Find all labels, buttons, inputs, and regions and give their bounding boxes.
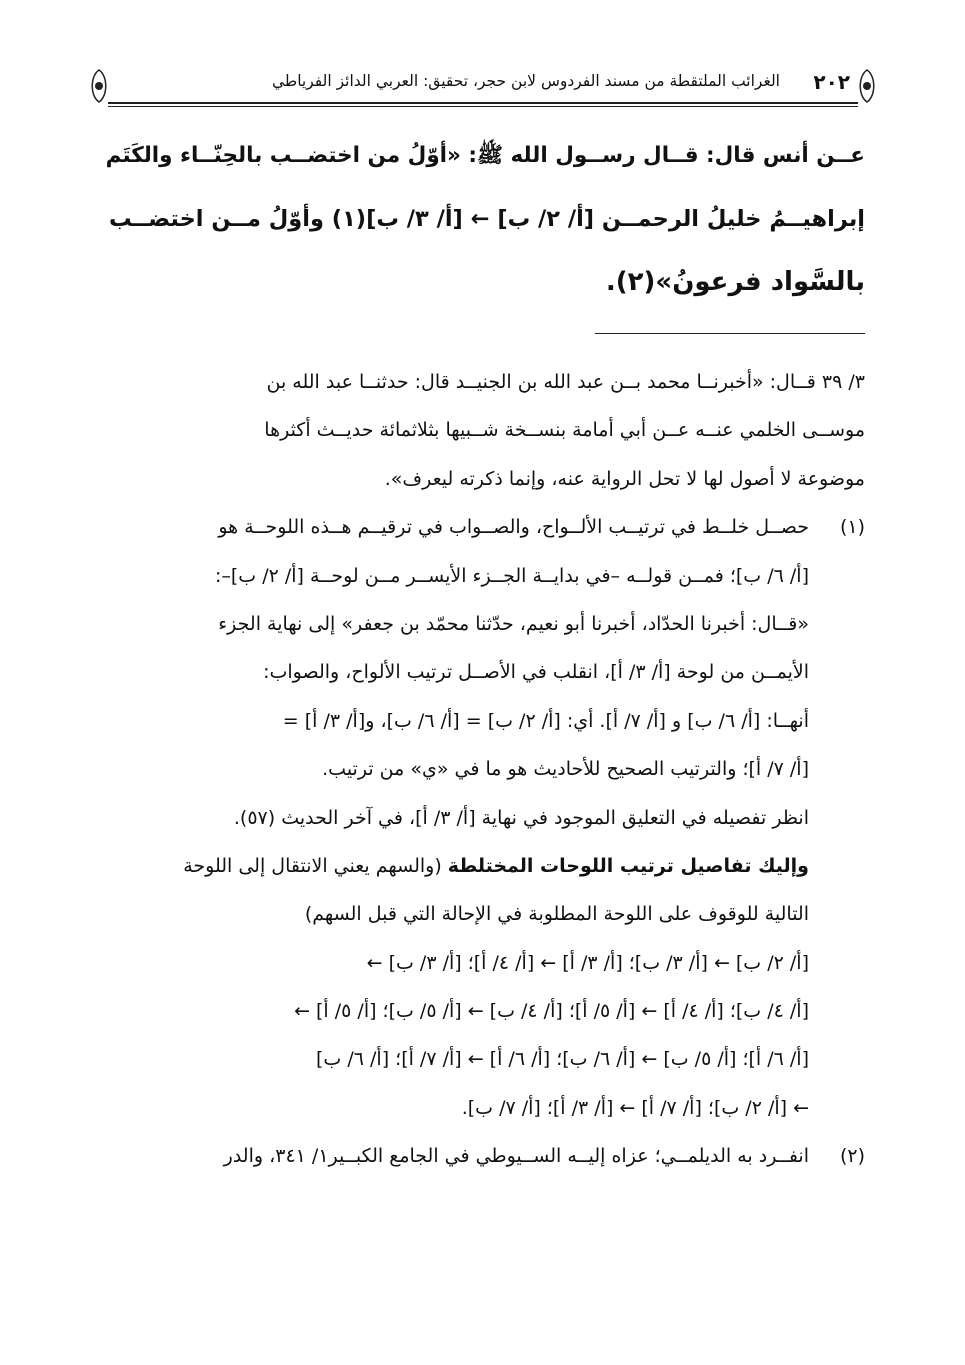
footnote-1-line: «قــال: أخبرنا الحدّاد، أخبرنا أبو نعيم، حدّثنا محمّد بن جعفر» إلى نهاية الجزء [218, 612, 809, 635]
footnote-1-line: الأيمــن من لوحة [أ/ ٣/ أ]، انقلب في الأصــل ترتيب الألواح، والصواب: [263, 661, 809, 684]
footnotes [95, 360, 865, 1183]
footnote-1-line [95, 505, 865, 553]
note-line: موضوعة لا أصول لها لا تحل الرواية عنه، وإنما ذكرته ليعرف». [384, 467, 865, 490]
footnote-1-marker: (١) [839, 516, 865, 539]
ornament-right-icon [854, 68, 880, 104]
footnote-1-line: انظر تفصيله في التعليق الموجود في نهاية [أ/ ٣/ أ]، في آخر الحديث (٥٧). [233, 806, 809, 829]
footnote-1-text: حصــل خلــط في ترتيــب الألــواح، والصــواب في ترقيــم هــذه اللوحــة هو [218, 516, 809, 539]
page-number: ٢٠٢ [813, 70, 850, 94]
running-title: الغرائب الملتقطة من مسند الفردوس لابن حجر، تحقيق: العربي الدائز الفرياطي [271, 72, 780, 90]
footnote-1-text: (والسهم يعني الانتقال إلى اللوحة [183, 854, 448, 877]
running-header [86, 68, 880, 108]
footnote-2-marker: (٢) [839, 1145, 865, 1168]
footnote-1-line: التالية للوقوف على اللوحة المطلوبة في الإحالة التي قبل السهم) [304, 903, 809, 926]
footnote-1-sequence-line: [أ/ ٢/ ب] ← [أ/ ٣/ ب]؛ [أ/ ٣/ أ] ← [أ/ ٤/ أ]؛ [أ/ ٣/ ب] ← [366, 951, 809, 974]
footnote-1-sequence-line: ← [أ/ ٢/ ب]؛ [أ/ ٧/ أ] ← [أ/ ٣/ أ]؛ [أ/ ٧/ ب]. [461, 1096, 809, 1119]
main-text [95, 128, 865, 317]
note-line: ٣/ ٣٩ قــال: «أخبرنــا محمد بــن عبد الله بن الجنيــد قال: حدثنــا عبد الله بن [266, 371, 865, 393]
footnote-1-sequence-line: [أ/ ٦/ أ]؛ [أ/ ٥/ ب] ← [أ/ ٦/ ب]؛ [أ/ ٦/ أ] ← [أ/ ٧/ أ]؛ [أ/ ٦/ ب] [316, 1048, 809, 1071]
footnote-1-line: [أ/ ٦/ ب]؛ فمــن قولــه –في بدايــة الجــزء الأيســر مــن لوحــة [أ/ ٢/ ب]–: [214, 564, 809, 587]
footnote-1-bold-phrase: وإليك تفاصيل ترتيب اللوحات المختلطة [447, 854, 809, 877]
footnote-2-line [95, 1134, 865, 1182]
header-rule [108, 102, 858, 104]
footnote-1-line: أنهــا: [أ/ ٦/ ب] و [أ/ ٧/ أ]. أي: [أ/ ٢/ ب] = [أ/ ٦/ ب]، و[أ/ ٣/ أ] = [282, 709, 809, 732]
main-line: بالسَّواد فرعونُ»(٢). [605, 267, 865, 297]
ornament-left-icon [86, 68, 112, 104]
main-line: إبراهيــمُ خليلُ الرحمــن [أ/ ٢/ ب] ← [أ/ ٣/ ب](١) وأوّلُ مــن اختضــب [109, 206, 865, 232]
footnote-1-line: [أ/ ٧/ أ]؛ والترتيب الصحيح للأحاديث هو ما في «ي» من ترتيب. [322, 758, 809, 781]
footnote-divider [595, 333, 865, 334]
footnote-2-text: انفــرد به الديلمــي؛ عزاه إليــه الســيوطي في الجامع الكبــير١/ ٣٤١، والدر [223, 1145, 809, 1168]
footnote-1-sequence-line: [أ/ ٤/ ب]؛ [أ/ ٤/ أ] ← [أ/ ٥/ أ]؛ [أ/ ٤/ ب] ← [أ/ ٥/ ب]؛ [أ/ ٥/ أ] ← [294, 1000, 809, 1023]
header-rule-thin [108, 106, 858, 107]
footnote-1-line [95, 844, 865, 892]
main-line: عــن أنس قال: قــال رســول الله ﷺ: «أوّلُ من اختضــب بالحِنّــاء والكَتَم [105, 143, 865, 168]
note-line: موســى الخلمي عنــه عــن أبي أمامة بنســخة شــبيها بثلاثمائة حديــث أكثرها [264, 419, 865, 442]
